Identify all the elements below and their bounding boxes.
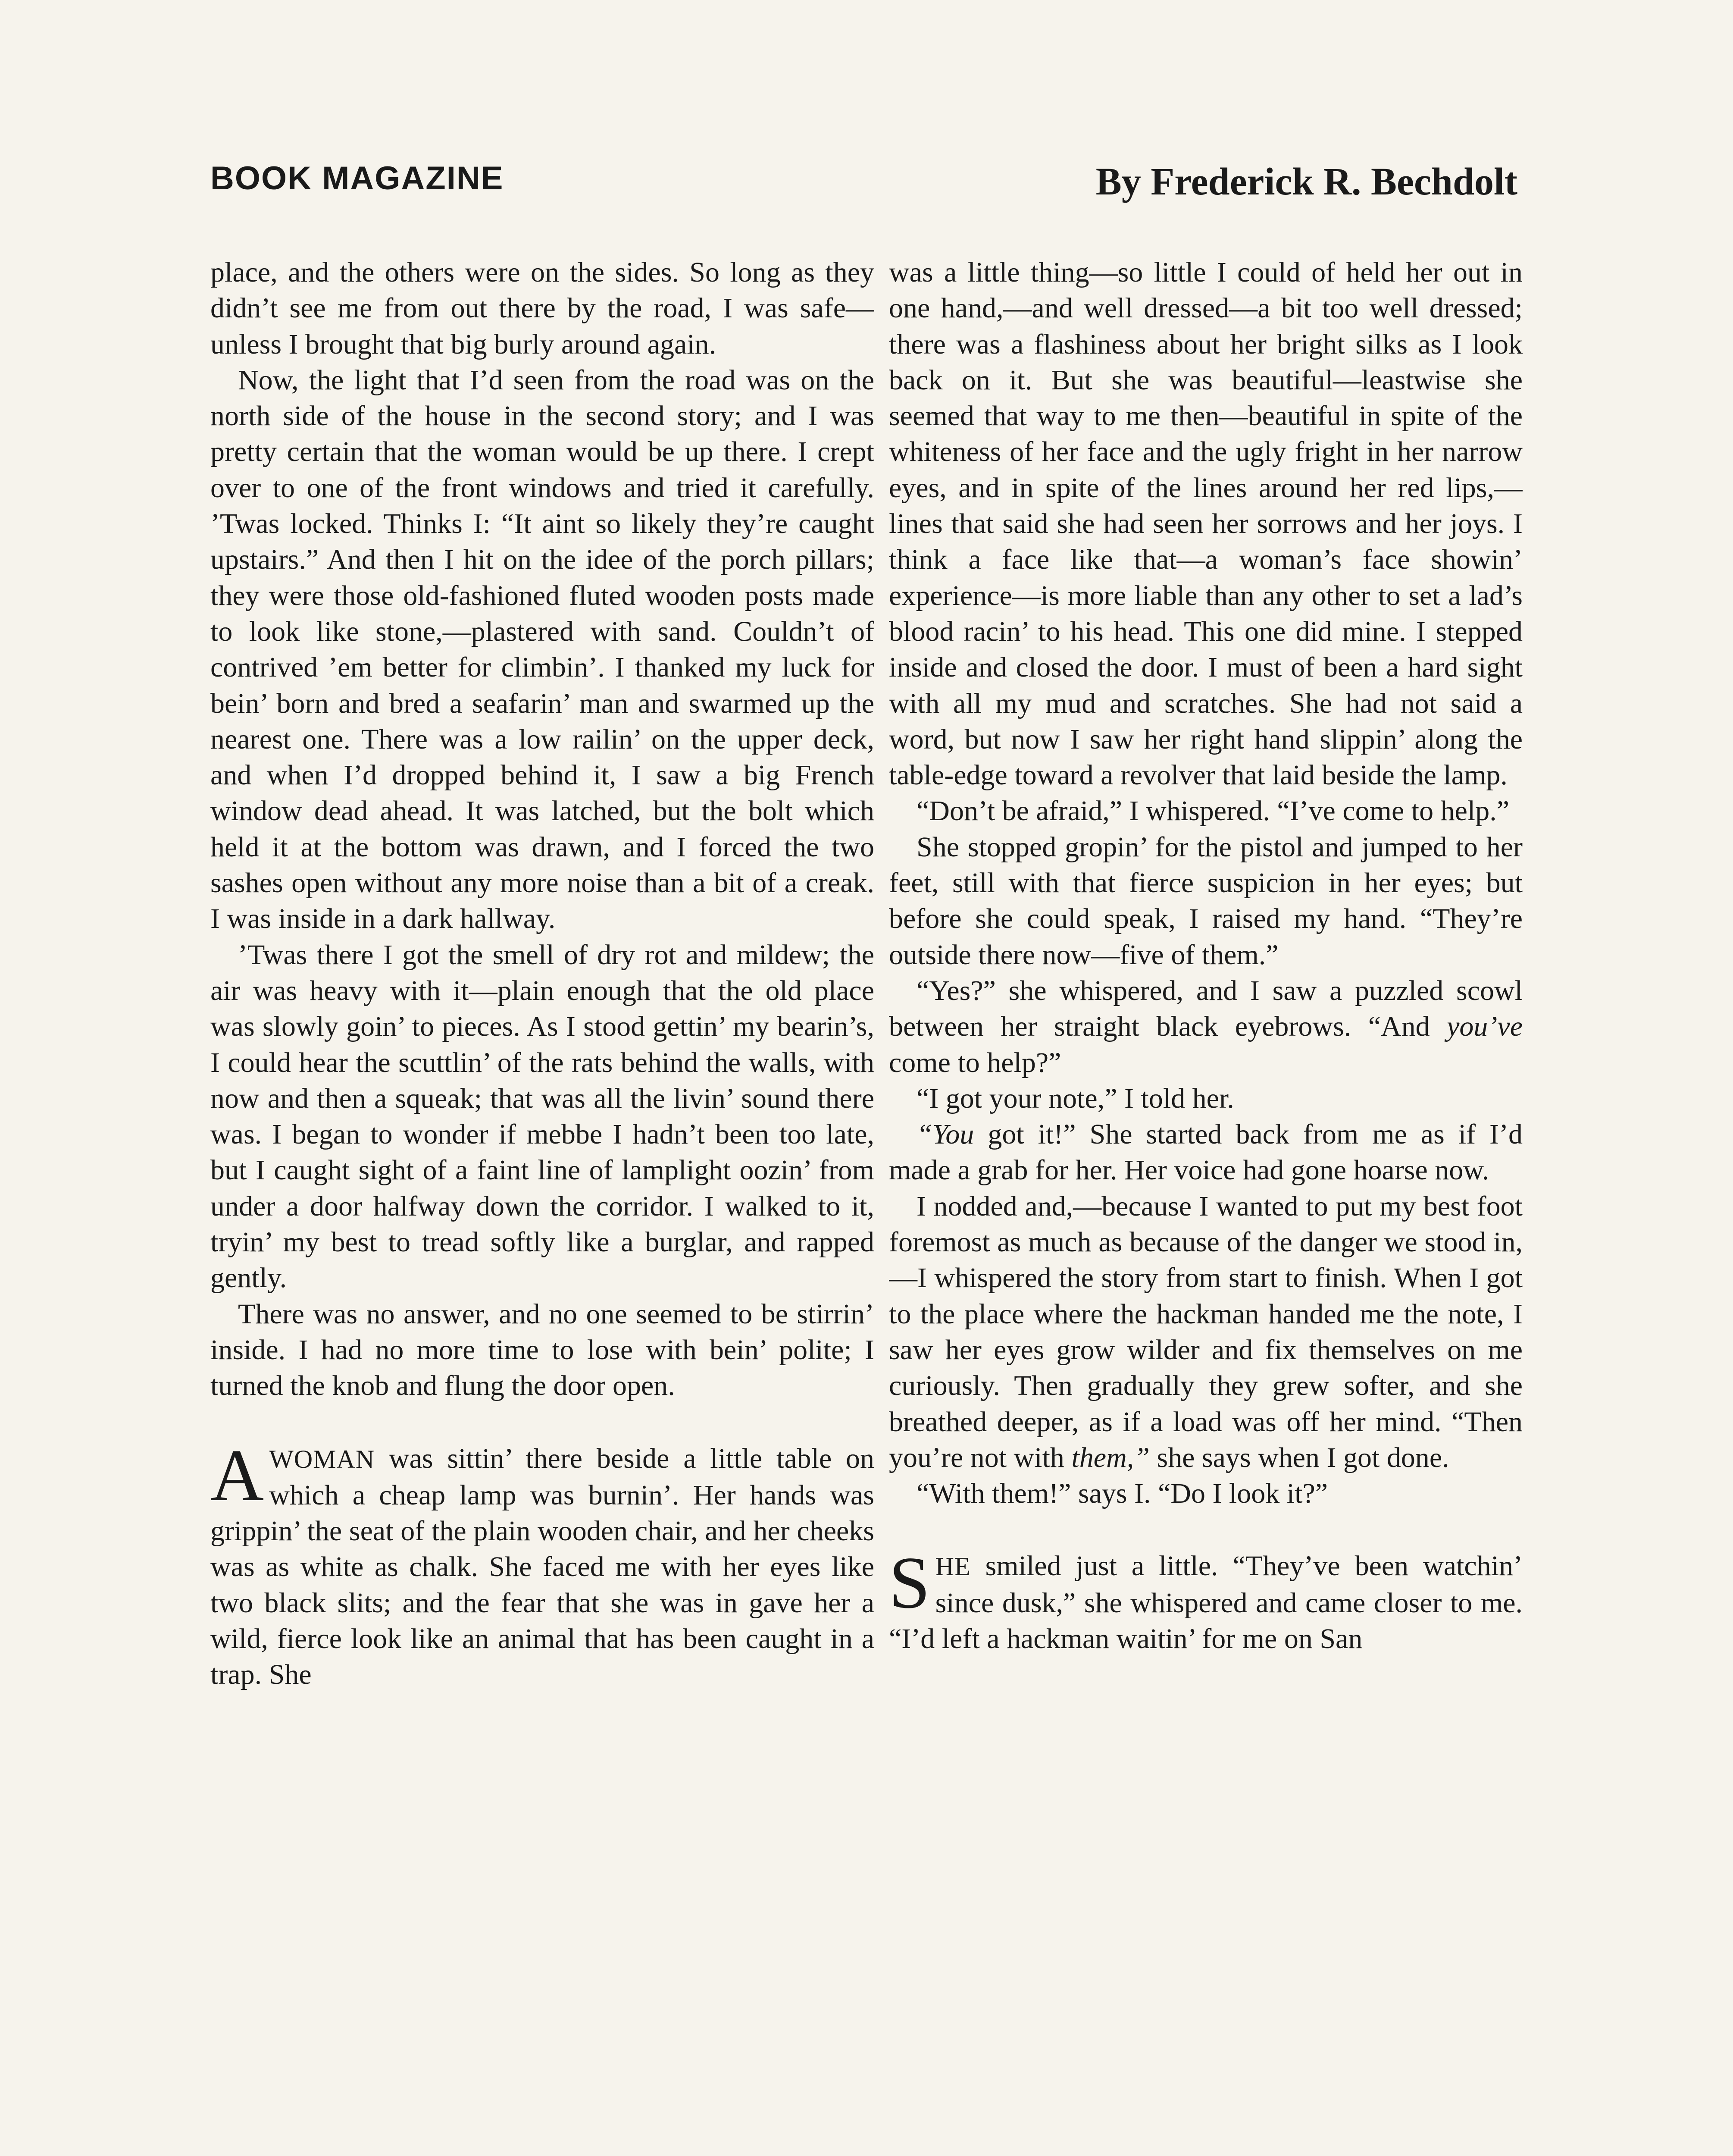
paragraph: ’Twas there I got the smell of dry rot and mildew; the air was heavy with it—plain enough that the old place was slowly goin’ to pieces. As I stood gettin’ my bearin’s, I could hear the scuttlin’ of the rats behind the walls, with now and then a squeak; that was all the livin’ sound there was. I began to wonder if mebbe I hadn’t been too late, but I caught sight of a faint line of lamplight oozin’ from under a door halfway down the corridor. I walked to it, tryin’ my best to tread softly like a burglar, and rapped gently.: [210, 939, 874, 1294]
paragraph-text: smiled just a little. “They’ve been watchin’ since dusk,” she whispered and came closer to me. “I’d left a hackman waitin’ for me on San: [889, 1550, 1523, 1655]
paragraph: [889, 1188, 1523, 1476]
drop-cap: A: [210, 1434, 264, 1517]
paragraph: “I got your note,” I told her.: [917, 1082, 1234, 1114]
paragraph: place, and the others were on the sides. So long as they didn’t see me from out there by the road, I was safe—unless I brought that big burly around again.: [210, 257, 874, 360]
right-column: [889, 254, 1523, 2156]
paragraph-text: come to help?”: [889, 1047, 1061, 1078]
paragraph: She stopped gropin’ for the pistol and jumped to her feet, still with that fierce suspicion in her eyes; but before she could speak, I raised my hand. “They’re outside there now—five of them.”: [889, 831, 1523, 971]
paragraph: Now, the light that I’d seen from the road was on the north side of the house in the second story; and I was pretty certain that the woman would be up there. I crept over to one of the front windows and tried it carefully. ’Twas locked. Thinks I: “It aint so likely they’re caught upstairs.” And then I hit on the idee of the porch pillars; they were those old-fashioned fluted wooden posts made to look like stone,—plastered with sand. Couldn’t of contrived ’em better for climbin’. I thanked my luck for bein’ born and bred a seafarin’ man and swarmed up the nearest one. There was a low railin’ on the upper deck, and when I’d dropped behind it, I saw a big French window dead ahead. It was latched, but the bolt which held it at the bottom was drawn, and I forced the two sashes open without any more noise than a bit of a creak. I was inside in a dark hallway.: [210, 364, 874, 935]
paragraph: There was no answer, and no one seemed to be stirrin’ inside. I had no more time to lose with bein’ polite; I turned the knob and flung the door open.: [210, 1298, 874, 1402]
paragraph-text: she says when I got done.: [1149, 1442, 1449, 1473]
section-paragraph: [210, 1434, 874, 1693]
section-paragraph: [889, 1542, 1523, 1657]
lead-caps: WOMAN: [269, 1445, 375, 1473]
left-column: [210, 254, 874, 2156]
paragraph-text: was sittin’ there beside a little table on which a cheap lamp was burnin’. Her hands was grippin’ the seat of the plain wooden chair, and her cheeks was as white as chalk. She faced me with her eyes like two black slits; and the fear that she was in gave her a wild, fierce look like an animal that has been caught in a trap. She: [210, 1442, 874, 1691]
italic-text: them,”: [1071, 1442, 1150, 1473]
italic-text: “You: [917, 1119, 974, 1150]
author-byline: By Frederick R. Bechdolt: [1095, 160, 1517, 203]
paragraph: “With them!” says I. “Do I look it?”: [917, 1478, 1328, 1510]
paragraph-text: got it!” She started back from me as if I’d made a grab for her. Her voice had gone hoarse now.: [889, 1119, 1523, 1186]
running-head: [210, 160, 1517, 211]
italic-text: you’ve: [1447, 1011, 1523, 1043]
paragraph: [889, 1116, 1523, 1188]
paragraph-text: I nodded and,—because I wanted to put my best foot foremost as much as because of the danger we stood in,—I whispered the story from start to finish. When I got to the place where the hackman handed me the note, I saw her eyes grow wilder and fix themselves on me curiously. Then gradually they grew softer, and she breathed deeper, as if a load was off her mind. “Then you’re not with: [889, 1190, 1523, 1473]
drop-cap: S: [889, 1542, 930, 1624]
paragraph: was a little thing—so little I could of held her out in one hand,—and well dressed—a bit too well dressed; there was a flashiness about her bright silks as I look back on it. But she was beautiful—leastwise she seemed that way to me then—beautiful in spite of the whiteness of her face and the ugly fright in her narrow eyes, and in spite of the lines around her red lips,—lines that said she had seen her sorrows and her joys. I think a face like that—a woman’s face showin’ experience—is more liable than any other to set a lad’s blood racin’ to his head. This one did mine. I stepped inside and closed the door. I must of been a hard sight with all my mud and scratches. She had not said a word, but now I saw her right hand slippin’ along the table-edge toward a revolver that laid beside the lamp.: [889, 257, 1523, 791]
paragraph: “Don’t be afraid,” I whispered. “I’ve come to help.”: [917, 795, 1510, 827]
lead-caps: HE: [935, 1552, 971, 1581]
magazine-title: BOOK MAGAZINE: [210, 160, 504, 197]
paragraph-text: “Yes?” she whispered, and I saw a puzzled scowl between her straight black eyebrows. “And: [889, 975, 1523, 1043]
paragraph: [889, 973, 1523, 1081]
